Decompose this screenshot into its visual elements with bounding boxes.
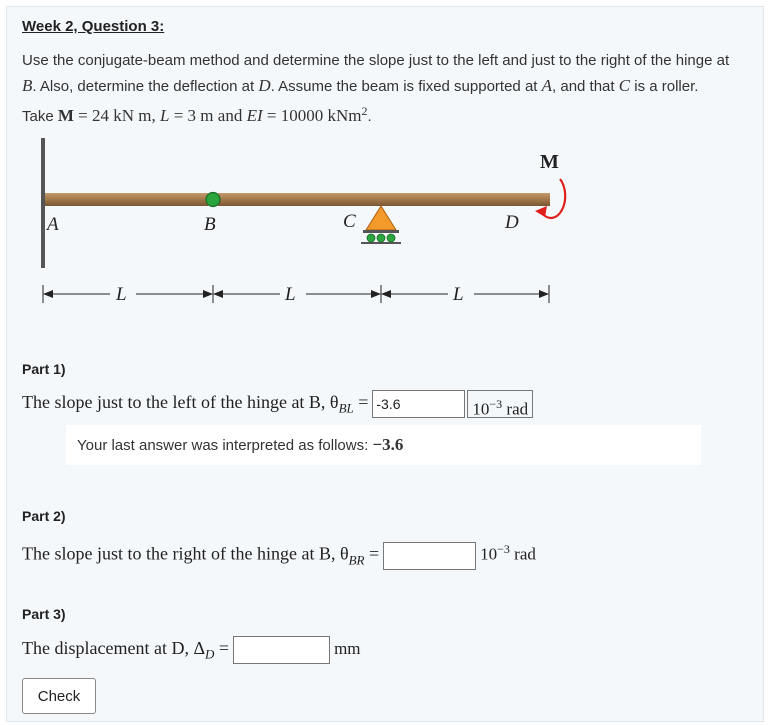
equals-sign: = [214,638,230,658]
moment-value: = 24 kN m, [73,106,160,125]
part-3-answer-input[interactable] [233,636,330,664]
part-3-subscript: D [205,646,215,662]
dim-label-l: L [453,284,464,305]
part-2-answer-input[interactable] [383,542,476,570]
part-3-unit: mm [334,639,361,658]
part-1-label: Part 1) [22,361,66,377]
roller-wheel-icon [387,234,395,242]
hinge-b-icon [206,193,220,207]
part-2-label: Part 2) [22,508,66,524]
label-a: A [47,214,59,235]
stiffness-exponent: 2 [361,104,368,118]
check-button[interactable]: Check [22,678,96,714]
equals-sign: = [353,392,369,412]
part-3-label: Part 3) [22,606,66,622]
unit-exponent: −3 [489,396,503,411]
beam-figure [30,135,590,315]
beam-diagram [30,135,590,310]
part-1-text: The slope just to the left of the hinge at B, θ [22,392,339,412]
label-d: D [505,212,519,233]
length-value: = 3 m and [169,106,247,125]
roller-base [363,230,399,233]
roller-wheel-icon [367,234,375,242]
problem-text: . [367,108,372,125]
unit-base: 10 [480,544,498,564]
length-symbol: L [160,106,170,125]
unit-name: rad [509,544,536,564]
unit-name: rad [502,399,529,419]
part-1-subscript: BL [338,400,354,416]
problem-statement [22,48,742,129]
part-1-unit [467,390,533,418]
roller-wheel-icon [377,234,385,242]
fixed-support-wall [41,138,45,268]
feedback-text: Your last answer was interpreted as follows: [77,437,373,454]
roller-support-icon [366,206,396,230]
beam-segment-ab [45,193,208,206]
part-2-subscript: BR [348,552,365,568]
unit-base: 10 [472,399,490,419]
equals-sign: = [364,543,380,564]
part-3-question [22,634,361,662]
beam-segment-bd [218,193,550,206]
stiffness-value: = 10000 kNm [262,106,362,125]
label-moment: M [540,151,559,173]
part-1-feedback [66,425,701,465]
part-3-text: The displacement at D, Δ [22,638,206,658]
problem-text: . Also, determine the deflection at [32,78,259,95]
moment-symbol: M [57,106,74,125]
question-title: Week 2, Question 3: [22,18,165,35]
dim-label-l: L [116,284,127,305]
problem-text: is a roller. [630,78,699,95]
dim-label-l: L [285,284,296,305]
label-b: B [204,214,216,235]
part-2-question [22,535,536,568]
point-d-ref: D [258,76,271,95]
part-1-answer-input[interactable]: -3.6 [372,390,465,418]
problem-text: . Assume the beam is fixed supported at [270,78,542,95]
point-b-ref: B [22,76,33,95]
point-a-ref: A [541,76,553,95]
label-c: C [343,211,356,232]
part-1-question [22,388,533,419]
part-2-unit [480,535,536,569]
point-c-ref: C [618,76,631,95]
problem-text: , and that [552,78,619,95]
feedback-value: −3.6 [372,435,404,454]
moment-arrowhead-icon [535,206,547,217]
part-2-text: The slope just to the right of the hinge at B, θ [22,543,349,564]
problem-text: Take [22,108,58,125]
stiffness-symbol: EI [246,106,263,125]
problem-text: Use the conjugate-beam method and determine the slope just to the left and just to the right of the hinge at [22,52,730,69]
unit-exponent: −3 [497,542,510,556]
